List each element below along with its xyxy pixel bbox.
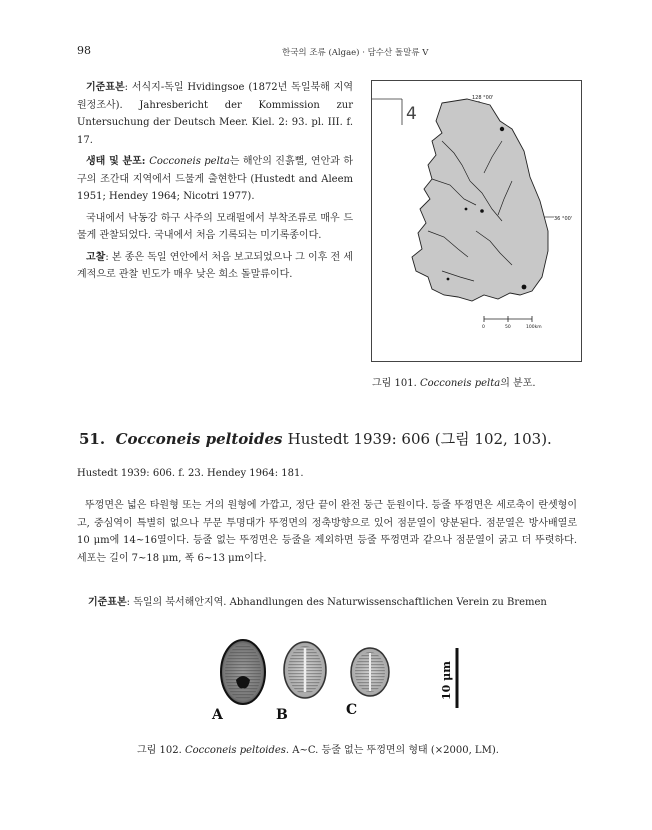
- scale-bar-label: 10 μm: [440, 661, 453, 700]
- domestic-paragraph: 국내에서 낙동강 하구 사주의 모래펄에서 부착조류로 매우 드물게 관찰되었다. 국내에서 처음 기록되는 미기록종이다.: [77, 212, 353, 241]
- micrograph-b: [284, 642, 326, 698]
- type-specimen-text-2: : 독일의 북서해안지역. Abhandlungen des Naturwissenschaftlichen Verein zu Bremen: [126, 597, 547, 608]
- running-head: 한국의 조류 (Algae) · 담수산 돌말류 V: [282, 48, 429, 58]
- panel-label-b: B: [276, 707, 288, 723]
- ecology-paragraph: 생태 및 분포: Cocconeis pelta는 해안의 진흙뻘, 연안과 하구의 조간대 지역에서 드물게 출현한다 (Hustedt and Aleem 1951; Hendey 1964; Nicotri 1977).: [77, 156, 353, 202]
- ecology-label: 생태 및 분포: [86, 156, 142, 167]
- figure-101-caption: 그림 101. Cocconeis pelta의 분포.: [372, 378, 536, 389]
- type-specimen-label-2: 기준표본: [88, 597, 127, 608]
- scale-label-0: 0: [482, 325, 485, 330]
- remarks-paragraph: [77, 249, 353, 284]
- references: Hustedt 1939: 606. f. 23. Hendey 1964: 181.: [77, 468, 304, 479]
- figure-102-caption: 그림 102. Cocconeis peltoides. A~C. 등줄 없는 뚜껑면의 형태 (×2000, LM).: [137, 745, 499, 756]
- caption-species: Cocconeis pelta: [419, 378, 501, 389]
- remarks-label: 고찰: [86, 251, 106, 263]
- figure-102-micrographs: [208, 628, 480, 728]
- type-specimen-line: [88, 593, 584, 608]
- longitude-label: 128 °00': [472, 95, 494, 101]
- scale-label-100: 100km: [526, 325, 542, 330]
- latitude-label: 36 °00': [554, 216, 573, 222]
- description-paragraph: 뚜껑면은 넓은 타원형 또는 거의 원형에 가깝고, 정단 끝이 완전 둥근 둔원이다. 등줄 뚜껑면은 세로축이 란셋형이고, 중심역이 특별히 없으나 무문 투명대가 뚜껑면의 정축방향으로 있어 점문열이 양분된다. 점문열은 방사배열로 10 μm에 14~16열이다. 등줄 없는 뚜껑면은 등줄을 제외하면 등줄 뚜껑면과 같으나 점문열이 굵고 더 뚜렷하다. 세포는 길이 7~18 μm, 폭 6~13 μm이다.: [77, 500, 577, 564]
- species-name: Cocconeis pelta: [149, 156, 230, 167]
- korea-map-graphic: [372, 81, 581, 361]
- type-specimen-text: : 서식지-독일 Hvidingsoe (1872년 독일북해 지역 원정조사). Jahresbericht der Kommission zur Untersuchung der Deutsch Meer. Kiel. 2: 93. pl. III. f. 17.: [77, 82, 353, 146]
- panel-label-c: C: [346, 702, 358, 718]
- section-heading: [79, 428, 552, 449]
- scale-label-50: 50: [505, 325, 511, 330]
- panel-label-a: A: [212, 707, 223, 723]
- distribution-map: [371, 80, 582, 362]
- section-authority: Hustedt 1939: 606 (그림 102, 103).: [287, 430, 552, 448]
- section-number: 51.: [79, 430, 106, 448]
- micrograph-c: [351, 648, 389, 696]
- remarks-text: : 본 종은 독일 연안에서 처음 보고되었으나 그 이후 전 세계적으로 관찰 빈도가 매우 낮은 희소 돌말류이다.: [77, 251, 354, 280]
- section-species: Cocconeis peltoides: [115, 430, 283, 448]
- left-column: [77, 79, 353, 288]
- type-specimen-label: 기준표본: [86, 82, 125, 93]
- scale-bar: [482, 316, 542, 330]
- micrograph-a: [221, 640, 265, 704]
- caption-102-species: Cocconeis peltoides: [184, 745, 286, 756]
- ecology-text: 는 해안의 진흙뻘, 연안과 하구의 조간대 지역에서 드물게 출현한다 (Hustedt and Aleem 1951; Hendey 1964; Nicotri 1977).: [77, 156, 353, 202]
- page-number: 98: [77, 44, 91, 57]
- figure-mark: 4: [406, 104, 417, 124]
- type-specimen-paragraph: [77, 79, 353, 149]
